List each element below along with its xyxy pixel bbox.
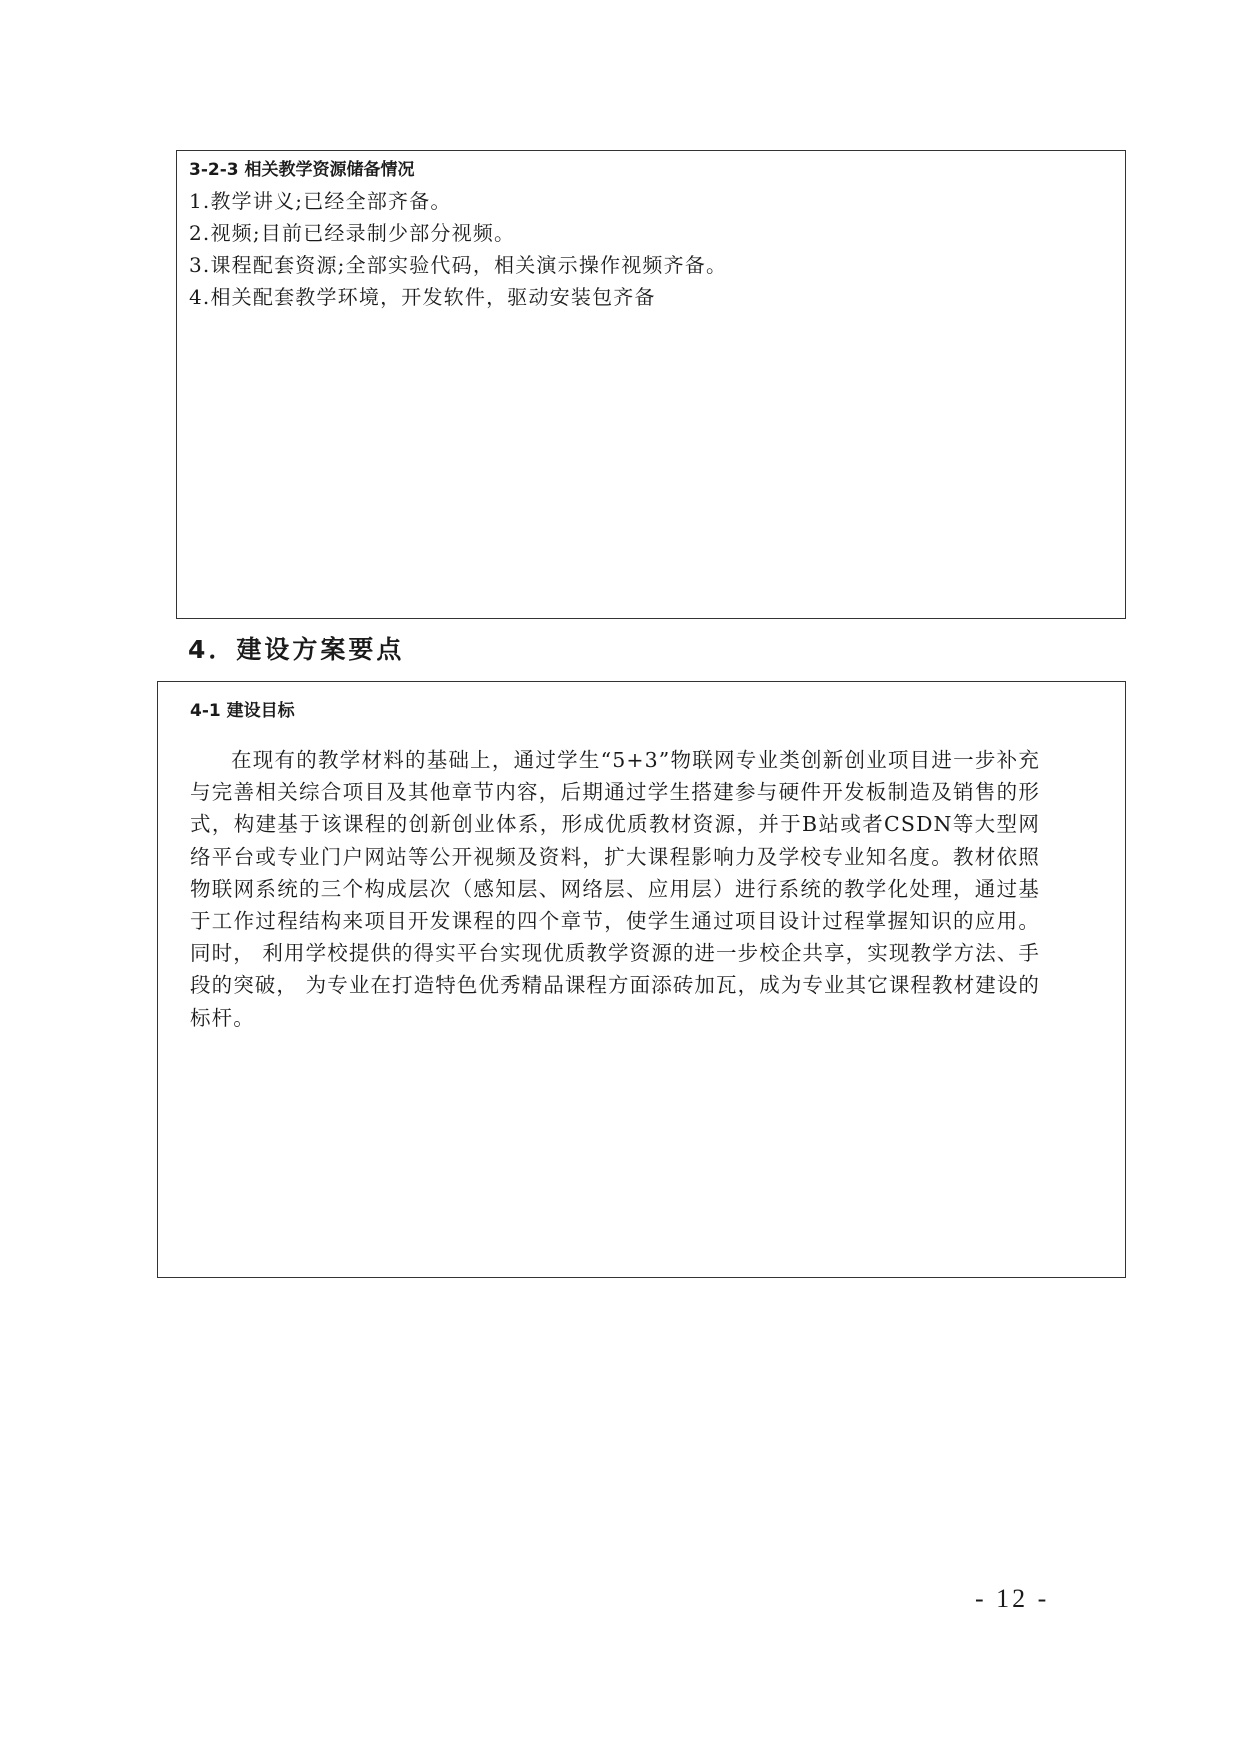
resource-item-course-materials: 3.课程配套资源;全部实验代码，相关演示操作视频齐备。 [189, 253, 728, 277]
construction-goal-paragraph: 在现有的教学材料的基础上，通过学生“5+3”物联网专业类创新创业项目进一步补充与完善相关综合项目及其他章节内容，后期通过学生搭建参与硬件开发板制造及销售的形式，构建基于该课程的创新创业体系，形成优质教材资源，并于B站或者CSDN等大型网络平台或专业门户网站等公开视频及资料，扩大课程影响力及学校专业知名度。教材依照物联网系统的三个构成层次（感知层、网络层、应用层）进行系统的教学化处理，通过基于工作过程结构来项目开发课程的四个章节，使学生通过项目设计过程掌握知识的应用。同时， 利用学校提供的得实平台实现优质教学资源的进一步校企共享，实现教学方法、手段的突破， 为专业在打造特色优秀精品课程方面添砖加瓦，成为专业其它课程教材建设的标杆。 [190, 748, 1041, 1030]
section-heading: 4．建设方案要点 [188, 635, 405, 664]
construction-goal-box [157, 681, 1126, 1278]
resource-item-videos: 2.视频;目前已经录制少部分视频。 [189, 221, 516, 245]
page-number: - 12 - [975, 1584, 1050, 1613]
resource-list [189, 185, 1115, 313]
resource-reserve-title: 3-2-3 相关教学资源储备情况 [189, 160, 415, 180]
resource-item-environment: 4.相关配套教学环境，开发软件，驱动安装包齐备 [189, 285, 656, 309]
construction-goal-title: 4-1 建设目标 [190, 701, 295, 721]
resource-item-handouts: 1.教学讲义;已经全部齐备。 [189, 189, 452, 213]
resource-reserve-box [176, 150, 1126, 619]
